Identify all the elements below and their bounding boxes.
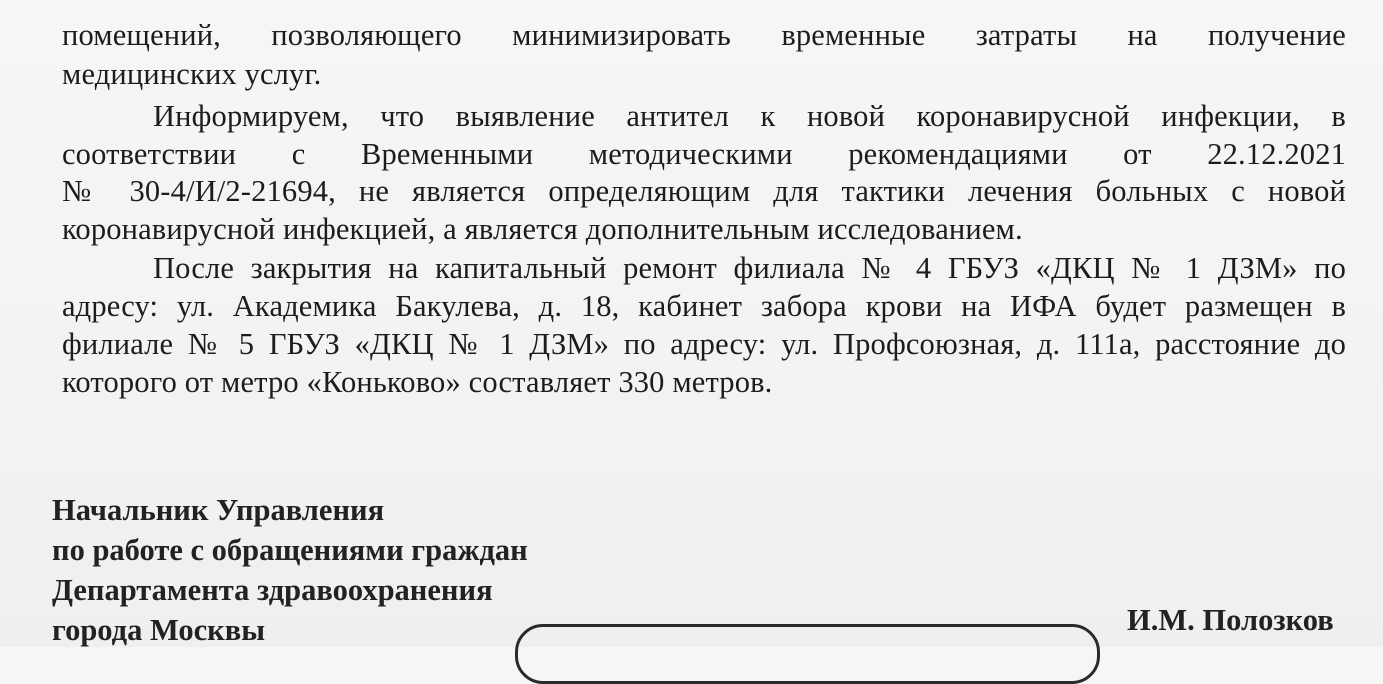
body-line-4: соответствии с Временными методическими рекомендациями от 22.12.2021 [62, 137, 1346, 171]
body-line-6: коронавирусной инфекцией, а является дополнительным исследованием. [62, 212, 1023, 246]
signer-name: И.М. Полозков [1127, 603, 1334, 637]
signature-title-line-2: по работе с обращениями граждан [52, 533, 528, 567]
body-line-8: адресу: ул. Академика Бакулева, д. 18, кабинет забора крови на ИФА будет размещен в [62, 289, 1346, 323]
body-line-9: филиале № 5 ГБУЗ «ДКЦ № 1 ДЗМ» по адресу: ул. Профсоюзная, д. 111а, расстояние до [62, 327, 1346, 361]
body-line-5: № 30-4/И/2-21694, не является определяющим для тактики лечения больных с новой [62, 174, 1346, 208]
body-line-10: которого от метро «Коньково» составляет 330 метров. [62, 365, 773, 399]
signature-title-line-4: города Москвы [52, 613, 266, 647]
body-line-3: Информируем, что выявление антител к новой коронавирусной инфекции, в [153, 99, 1346, 133]
signature-title-line-1: Начальник Управления [52, 493, 385, 527]
body-line-1: помещений, позволяющего минимизировать временные затраты на получение [62, 18, 1346, 52]
signature-title-line-3: Департамента здравоохранения [52, 573, 493, 607]
electronic-signature-stamp-frame [515, 624, 1100, 684]
body-line-2: медицинских услуг. [62, 57, 322, 91]
body-line-7: После закрытия на капитальный ремонт филиала № 4 ГБУЗ «ДКЦ № 1 ДЗМ» по [153, 251, 1346, 285]
